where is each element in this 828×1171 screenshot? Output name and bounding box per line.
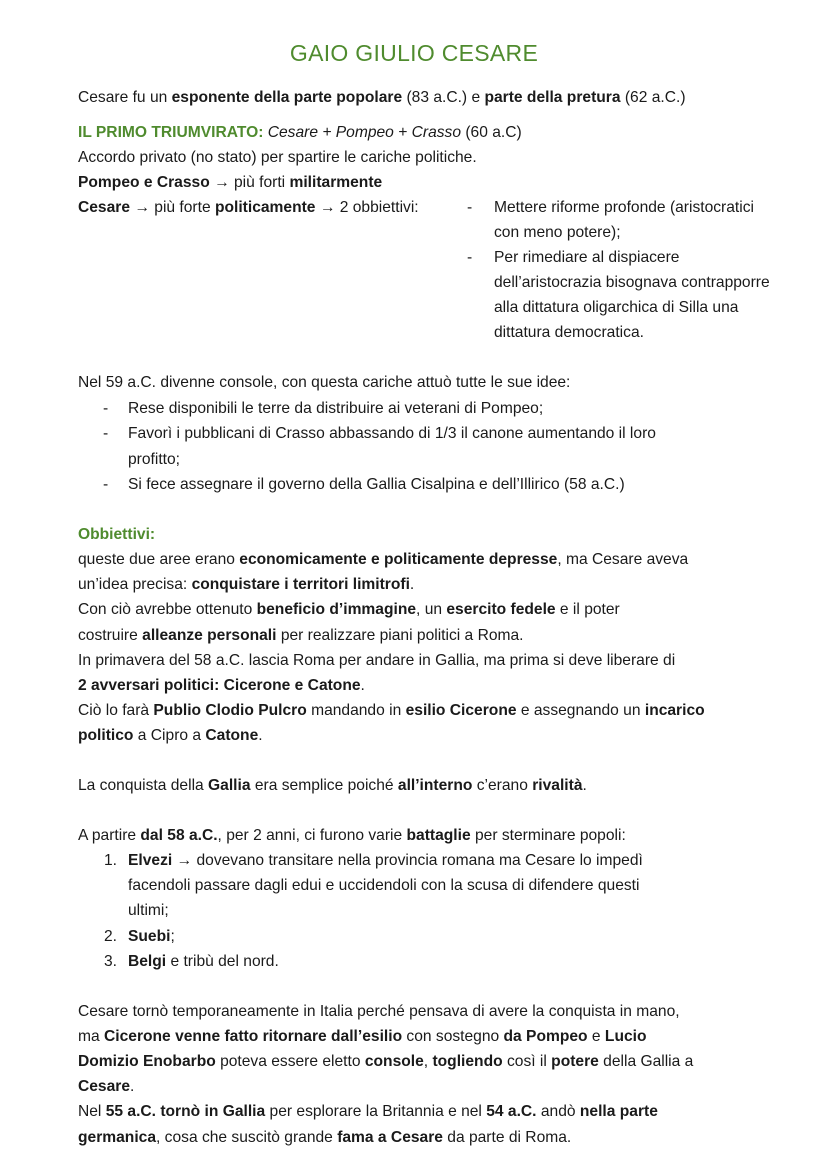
- text-segment: Catone: [205, 727, 259, 744]
- text-segment: alleanze personali: [142, 627, 277, 644]
- text-segment: (62 a.C.): [620, 89, 686, 106]
- text-segment: da parte di Roma.: [442, 1129, 572, 1146]
- text-segment: A partire: [78, 827, 141, 844]
- text-segment: Favorì i pubblicani di Crasso abbassando di: [128, 425, 435, 442]
- text-segment: fama a Cesare: [337, 1129, 443, 1146]
- text-line: [128, 396, 543, 421]
- text-segment: per realizzare piani politici a Roma.: [276, 627, 524, 644]
- text-segment: → più forte: [130, 199, 215, 216]
- text-segment: il canone aumentando il loro: [456, 425, 656, 442]
- bullet-dash: -: [103, 476, 109, 493]
- text-line: [78, 1074, 134, 1099]
- text-segment: Suebi: [128, 928, 171, 945]
- text-segment: con meno potere);: [494, 224, 621, 241]
- text-segment: militarmente: [289, 174, 383, 191]
- text-line: [78, 698, 705, 723]
- text-line: [128, 873, 639, 898]
- text-line: [494, 220, 621, 245]
- text-segment: .: [409, 576, 415, 593]
- text-line: [78, 145, 477, 170]
- text-segment: Si fece assegnare il governo della Gallia Cisalpina e dell’Illirico (58 a.C.): [128, 476, 625, 493]
- text-segment: 54 a.C.: [486, 1103, 537, 1120]
- text-segment: per esplorare la Britannia e nel: [265, 1103, 487, 1120]
- text-segment: all’interno: [397, 777, 473, 794]
- text-segment: , ma Cesare aveva: [557, 551, 689, 568]
- text-segment: ma: [78, 1028, 104, 1045]
- text-segment: (83 a.C.) e: [402, 89, 485, 106]
- text-line: [78, 195, 419, 220]
- text-line: [78, 522, 155, 547]
- text-segment: .: [258, 727, 263, 744]
- text-segment: Rese disponibili le terre da distribuire ai veterani di Pompeo;: [128, 400, 544, 417]
- text-segment: conquistare i territori limitrofi: [191, 576, 410, 593]
- text-line: [78, 648, 675, 673]
- text-segment: Pompeo e Crasso: [78, 174, 210, 191]
- text-line: [78, 773, 587, 798]
- text-line: [494, 245, 679, 270]
- text-segment: Ciò lo farà: [78, 702, 154, 719]
- text-segment: Cesare fu un: [78, 89, 172, 106]
- text-segment: Per rimediare al dispiacere: [494, 249, 680, 266]
- text-line: [78, 1024, 647, 1049]
- text-segment: e: [587, 1028, 605, 1045]
- text-line: [128, 898, 169, 923]
- text-line: [78, 623, 524, 648]
- text-segment: un’idea precisa:: [78, 576, 192, 593]
- text-line: [78, 85, 686, 110]
- text-line: [494, 295, 738, 320]
- page-title: GAIO GIULIO CESARE: [289, 40, 539, 66]
- text-segment: Cicerone venne fatto ritornare dall’esilio: [104, 1028, 403, 1045]
- fraction: 1/3: [434, 425, 457, 442]
- text-line: [494, 270, 770, 295]
- text-segment: Cesare: [78, 1078, 131, 1095]
- text-segment: , per 2 anni, ci furono varie: [217, 827, 407, 844]
- text-segment: queste due aree erano: [78, 551, 240, 568]
- text-segment: esercito fedele: [446, 601, 556, 618]
- text-segment: esponente della parte popolare: [171, 89, 403, 106]
- text-segment: dittatura democratica.: [494, 324, 644, 341]
- text-line: [128, 949, 279, 974]
- text-line: [78, 597, 620, 622]
- text-segment: Elvezi: [128, 852, 173, 869]
- text-segment: ,: [423, 1053, 433, 1070]
- text-segment: politicamente: [214, 199, 316, 216]
- text-segment: .: [360, 677, 365, 694]
- text-line: [128, 447, 180, 472]
- text-segment: Nel 59 a.C. divenne console, con questa cariche attuò tutte le sue idee:: [78, 374, 571, 391]
- text-segment: profitto;: [128, 451, 181, 468]
- text-segment: , un: [416, 601, 447, 618]
- text-segment: .: [582, 777, 587, 794]
- text-line: [78, 572, 414, 597]
- text-segment: facendoli passare dagli edui e uccidendoli con la scusa di difendere questi: [128, 877, 640, 894]
- text-segment: esilio Cicerone: [405, 702, 517, 719]
- text-segment: Lucio: [604, 1028, 647, 1045]
- text-segment: togliendo: [432, 1053, 503, 1070]
- bullet-dash: -: [103, 400, 109, 417]
- text-segment: Domizio Enobarbo: [78, 1053, 216, 1070]
- text-segment: Mettere riforme profonde (aristocratici: [494, 199, 754, 216]
- bullet-dash: -: [467, 199, 473, 216]
- text-segment: 2 avversari politici: Cicerone e Catone: [78, 677, 361, 694]
- text-line: [128, 421, 656, 446]
- list-number: 3.: [104, 953, 118, 970]
- text-segment: economicamente e politicamente depresse: [239, 551, 558, 568]
- text-segment: dell’aristocrazia bisognava contrapporre: [494, 274, 770, 291]
- text-segment: e il poter: [555, 601, 620, 618]
- text-line: [494, 195, 754, 220]
- text-line: [128, 472, 625, 497]
- text-line: [78, 170, 382, 195]
- text-segment: Gallia: [208, 777, 251, 794]
- text-segment: La conquista della: [78, 777, 209, 794]
- bullet-dash: -: [103, 425, 109, 442]
- text-segment: Con ciò avrebbe ottenuto: [78, 601, 257, 618]
- text-segment: per sterminare popoli:: [470, 827, 626, 844]
- text-line: [78, 1049, 693, 1074]
- text-segment: a Cipro a: [133, 727, 206, 744]
- text-segment: rivalità: [532, 777, 583, 794]
- text-segment: da Pompeo: [503, 1028, 588, 1045]
- text-line: [78, 120, 522, 145]
- text-segment: germanica: [78, 1129, 157, 1146]
- text-segment: beneficio d’immagine: [256, 601, 417, 618]
- text-segment: 55 a.C. tornò in Gallia: [105, 1103, 266, 1120]
- text-segment: console: [364, 1053, 424, 1070]
- text-segment: della Gallia a: [598, 1053, 694, 1070]
- text-segment: Cesare: [78, 199, 131, 216]
- text-segment: mandando in: [306, 702, 406, 719]
- text-line: [78, 547, 688, 572]
- bullet-dash: -: [467, 249, 473, 266]
- text-line: [128, 848, 643, 873]
- text-segment: ultimi;: [128, 902, 169, 919]
- text-segment: con sostegno: [402, 1028, 504, 1045]
- text-line: [78, 999, 680, 1024]
- text-segment: battaglie: [406, 827, 471, 844]
- text-segment: politico: [78, 727, 134, 744]
- text-segment: In primavera del 58 a.C. lascia Roma per andare in Gallia, ma prima si deve liberare di: [78, 652, 676, 669]
- text-segment: e assegnando un: [516, 702, 645, 719]
- text-segment: potere: [551, 1053, 599, 1070]
- text-segment: incarico: [644, 702, 705, 719]
- text-segment: Belgi: [128, 953, 167, 970]
- text-segment: → dovevano transitare nella provincia romana ma Cesare lo impedì: [172, 852, 643, 869]
- text-segment: → più forti: [209, 174, 290, 191]
- text-segment: andò: [536, 1103, 580, 1120]
- text-segment: parte della pretura: [484, 89, 621, 106]
- text-line: [78, 823, 626, 848]
- text-segment: Nel: [78, 1103, 106, 1120]
- text-line: [78, 673, 365, 698]
- text-segment: così il: [502, 1053, 552, 1070]
- list-number: 2.: [104, 928, 118, 945]
- text-segment: alla dittatura oligarchica di Silla una: [494, 299, 739, 316]
- text-segment: .: [130, 1078, 135, 1095]
- text-line: [494, 320, 644, 345]
- section-heading: Obbiettivi:: [78, 526, 156, 543]
- section-heading: IL PRIMO TRIUMVIRATO:: [78, 124, 264, 141]
- text-segment: era semplice poiché: [250, 777, 398, 794]
- text-segment: ;: [170, 928, 175, 945]
- text-line: [78, 1125, 571, 1150]
- text-segment: c’erano: [472, 777, 533, 794]
- text-segment: costruire: [78, 627, 143, 644]
- text-segment: (60 a.C): [461, 124, 522, 141]
- text-line: [128, 924, 175, 949]
- text-segment: dal 58 a.C.: [140, 827, 218, 844]
- text-segment: Cesare + Pompeo + Crasso: [263, 124, 462, 141]
- text-segment: → 2 obbiettivi:: [315, 199, 419, 216]
- text-line: [78, 370, 570, 395]
- text-segment: Accordo privato (no stato) per spartire le cariche politiche.: [78, 149, 477, 166]
- text-segment: Publio Clodio Pulcro: [153, 702, 307, 719]
- text-line: [78, 723, 263, 748]
- text-segment: e tribù del nord.: [166, 953, 279, 970]
- text-segment: , cosa che suscitò grande: [156, 1129, 338, 1146]
- text-segment: poteva essere eletto: [215, 1053, 365, 1070]
- text-segment: Cesare tornò temporaneamente in Italia perché pensava di avere la conquista in mano,: [78, 1003, 680, 1020]
- list-number: 1.: [104, 852, 118, 869]
- text-segment: nella parte: [579, 1103, 658, 1120]
- text-line: [78, 1099, 658, 1124]
